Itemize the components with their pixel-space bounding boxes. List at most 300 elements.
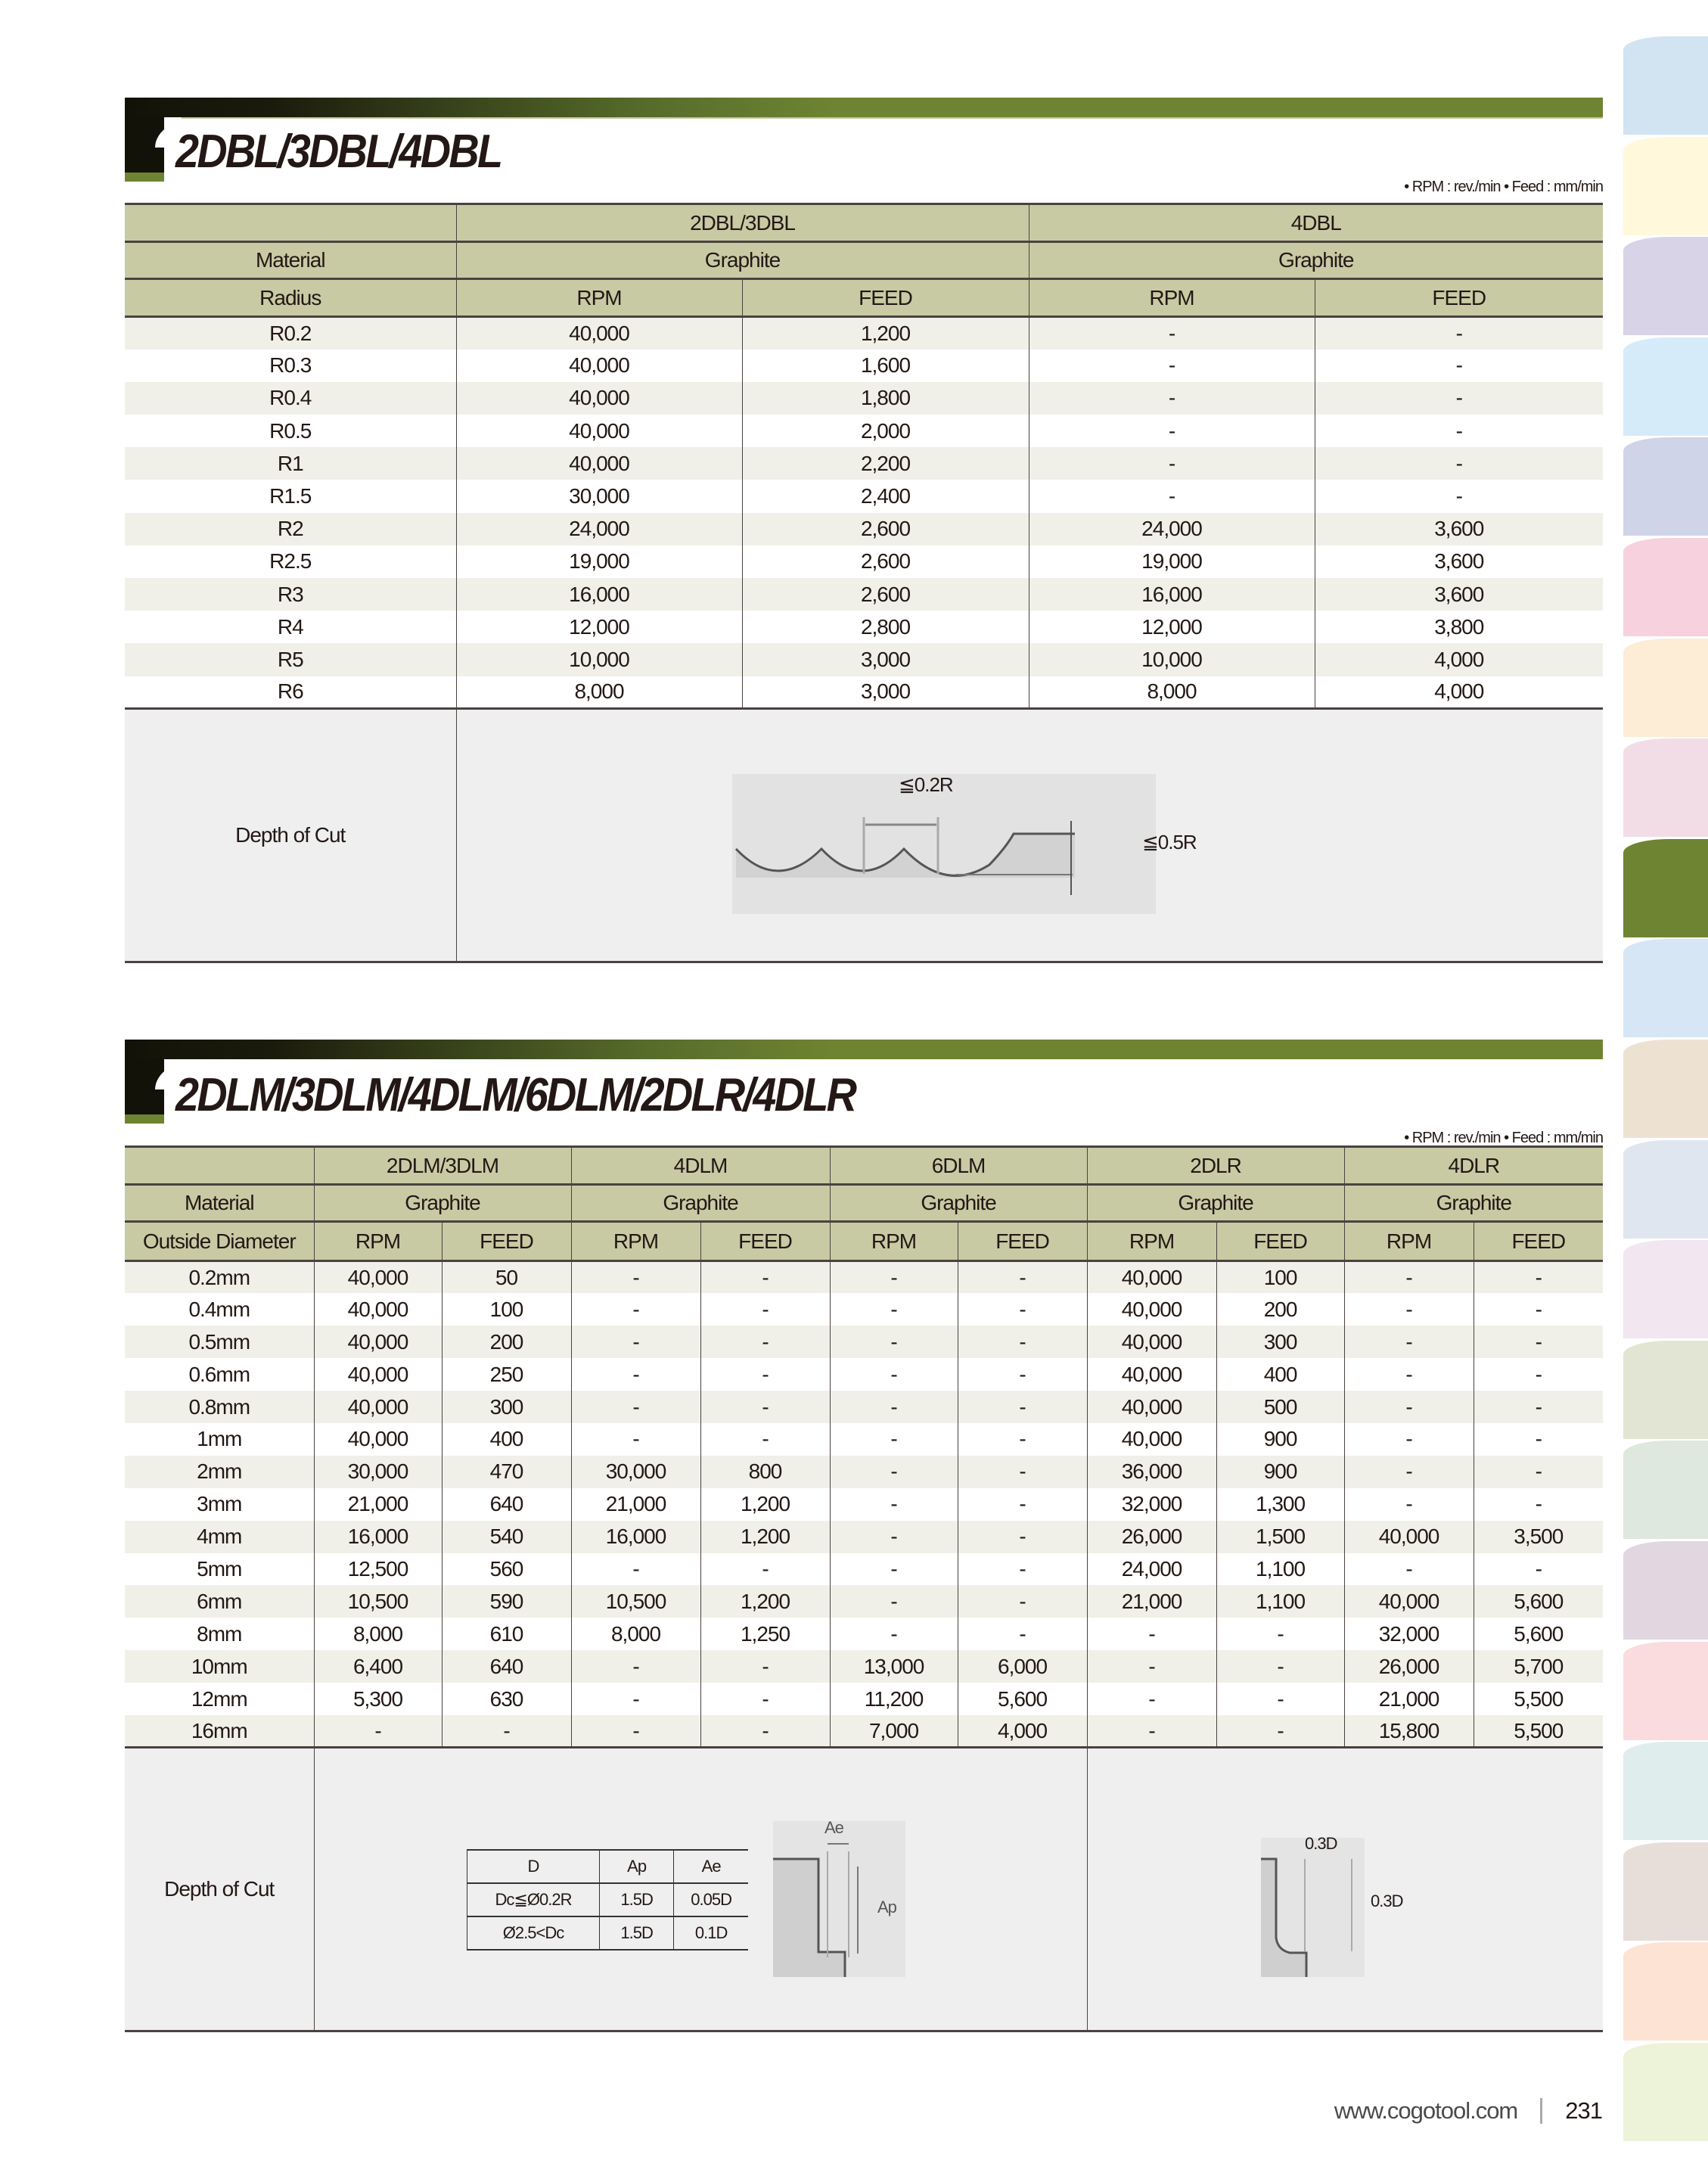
row-label: 2mm [125,1456,314,1488]
table-cell: 19,000 [456,546,742,578]
table-row [125,1683,1603,1715]
table-cell: - [1029,415,1315,447]
depth-table-cell: 1.5D [600,1916,674,1950]
table-cell: - [1029,350,1315,382]
table-row [125,1618,1603,1650]
table-cell: 6,000 [958,1650,1087,1683]
table-cell: - [1344,1553,1474,1586]
column-header: FEED [700,1222,830,1261]
row-label: R0.2 [125,317,456,350]
table-cell: 8,000 [571,1618,700,1650]
depth-table-row [467,1916,749,1950]
column-header: RPM [456,279,742,317]
depth-table-cell: Dc≦Ø0.2R [467,1883,600,1916]
table-cell: 3,600 [1315,578,1603,611]
table-cell: 2,600 [742,546,1029,578]
table-cell: - [1087,1715,1216,1748]
table-cell: 30,000 [314,1456,442,1488]
table-row [125,350,1603,382]
table-cell: - [700,1358,830,1391]
table-cell: 40,000 [314,1391,442,1423]
row-label: 8mm [125,1618,314,1650]
table-cell: 40,000 [1087,1293,1216,1326]
table-cell: - [1087,1650,1216,1683]
depth-table-header: D [467,1850,600,1883]
section1-title-block [125,117,164,182]
material-value: Graphite [314,1185,571,1222]
table-cell: 40,000 [1344,1521,1474,1553]
column-header: FEED [442,1222,571,1261]
group-header: 2DLR [1087,1147,1344,1185]
table-cell: 40,000 [456,350,742,382]
row-label: R1.5 [125,480,456,512]
table-cell: 40,000 [314,1423,442,1456]
table-cell: - [830,1261,958,1294]
table-cell: - [700,1261,830,1294]
table-row [125,1358,1603,1391]
side-tab[interactable] [1623,36,1708,135]
table-cell: - [958,1553,1087,1586]
depth-of-cut-table [467,1849,748,1951]
table-cell: - [830,1423,958,1456]
row-label: 4mm [125,1521,314,1553]
table-cell: 1,100 [1216,1553,1344,1586]
table-row [125,1650,1603,1683]
column-header: RPM [1087,1222,1216,1261]
section2-title-block [125,1058,164,1124]
table-cell: 16,000 [456,578,742,611]
side-tab[interactable] [1623,1642,1708,1740]
row-label: 0.4mm [125,1293,314,1326]
group-header: 4DLR [1344,1147,1603,1185]
table-cell: - [1344,1423,1474,1456]
column-header: RPM [571,1222,700,1261]
table-row [125,1326,1603,1358]
table-row [125,676,1603,709]
depth-table-cell: 0.05D [674,1883,748,1916]
row-label: R0.3 [125,350,456,382]
side-tab[interactable] [1623,738,1708,837]
table-cell: 24,000 [1029,513,1315,546]
depth-table-header: Ae [674,1850,748,1883]
table-row [125,1261,1603,1294]
table-cell: 3,500 [1474,1521,1603,1553]
table-cell: - [958,1358,1087,1391]
table-cell: - [1344,1391,1474,1423]
radius-profile-diagram [1261,1838,1365,1977]
row-label: R2 [125,513,456,546]
row-label: 10mm [125,1650,314,1683]
table-cell: 3,000 [742,676,1029,709]
table-cell: 2,600 [742,578,1029,611]
side-tab[interactable] [1623,237,1708,335]
table-cell: 8,000 [314,1618,442,1650]
table-cell: 40,000 [1344,1585,1474,1618]
table-cell: - [1344,1326,1474,1358]
table-cell: 10,000 [456,643,742,676]
table-cell: 1,200 [742,317,1029,350]
table-cell: - [830,1326,958,1358]
table-cell: - [958,1293,1087,1326]
table-cell: - [1216,1618,1344,1650]
table-cell: 630 [442,1683,571,1715]
table-cell: - [830,1488,958,1521]
depth-table-cell: Ø2.5<Dc [467,1916,600,1950]
column-header: RPM [1029,279,1315,317]
side-tab[interactable] [1623,1341,1708,1439]
table-cell: - [1474,1553,1603,1586]
table-cell: 40,000 [1087,1391,1216,1423]
table-cell: 800 [700,1456,830,1488]
table-cell: 5,300 [314,1683,442,1715]
table-cell: 5,600 [1474,1585,1603,1618]
side-tab[interactable] [1623,1842,1708,1941]
table-cell: - [700,1650,830,1683]
table-cell: - [571,1293,700,1326]
side-tab[interactable] [1623,2043,1708,2141]
table-cell: - [700,1553,830,1586]
row-label: 5mm [125,1553,314,1586]
section1-units-note: • RPM : rev./min • Feed : mm/min [1404,179,1603,195]
table-cell: - [571,1326,700,1358]
side-tab[interactable] [1623,538,1708,636]
table-row [125,578,1603,611]
depth-of-cut-label: Depth of Cut [125,1748,314,2031]
column-header: FEED [1474,1222,1603,1261]
table-cell: - [830,1456,958,1488]
table-cell: - [571,1553,700,1586]
table-cell: 7,000 [830,1715,958,1748]
table-cell: 40,000 [314,1358,442,1391]
table-cell: 40,000 [314,1261,442,1294]
table-cell: 5,500 [1474,1715,1603,1748]
side-tabs [1623,36,1708,2143]
table-row [125,611,1603,643]
column-header: FEED [958,1222,1087,1261]
table-cell: 640 [442,1650,571,1683]
ae-label: Ae [824,1818,843,1837]
table-cell: - [1216,1683,1344,1715]
table-cell: 40,000 [456,415,742,447]
table-cell: 32,000 [1344,1618,1474,1650]
section1-bar-edge [182,117,1603,119]
table-cell: - [442,1715,571,1748]
table-cell: - [1029,317,1315,350]
table-row [125,1521,1603,1553]
table-cell: - [1315,415,1603,447]
table-row [125,1585,1603,1618]
material-value: Graphite [830,1185,1087,1222]
table-cell: 250 [442,1358,571,1391]
table-cell: 200 [1216,1293,1344,1326]
table-cell: - [830,1618,958,1650]
depth-table-cell: 0.1D [674,1916,748,1950]
table-cell: - [1474,1456,1603,1488]
table-cell: - [830,1553,958,1586]
side-tab[interactable] [1623,1240,1708,1338]
row-label: 0.5mm [125,1326,314,1358]
group-header: 2DBL/3DBL [456,204,1029,242]
table-cell: 19,000 [1029,546,1315,578]
table-cell: 5,700 [1474,1650,1603,1683]
table-cell: - [1344,1293,1474,1326]
table-cell: - [1474,1423,1603,1456]
table-row [125,1423,1603,1456]
table-cell: - [700,1423,830,1456]
row-label: R6 [125,676,456,709]
column-header: FEED [1216,1222,1344,1261]
column-header: RPM [314,1222,442,1261]
table-cell: 40,000 [1087,1358,1216,1391]
table-cell: - [1087,1683,1216,1715]
side-tab[interactable] [1623,1040,1708,1138]
table-cell: - [958,1456,1087,1488]
table-cell: - [1315,317,1603,350]
table-cell: 16,000 [1029,578,1315,611]
section1-header-bar [125,98,1603,117]
table-cell: 900 [1216,1423,1344,1456]
material-value: Graphite [1087,1185,1344,1222]
depth-table-header: Ap [600,1850,674,1883]
table-cell: 30,000 [571,1456,700,1488]
side-tab[interactable] [1623,337,1708,436]
table-cell: 1,100 [1216,1585,1344,1618]
table-cell: 26,000 [1344,1650,1474,1683]
table-cell: - [1474,1293,1603,1326]
table-row [125,1293,1603,1326]
row-label: 16mm [125,1715,314,1748]
ap-label: Ap [877,1898,896,1916]
table-cell: 3,600 [1315,513,1603,546]
table-row [125,480,1603,512]
table-cell: 21,000 [1344,1683,1474,1715]
table-cell: 10,500 [314,1585,442,1618]
table-cell: 2,400 [742,480,1029,512]
table-cell: 590 [442,1585,571,1618]
side-tab[interactable] [1623,1541,1708,1640]
footer-divider [1540,2098,1542,2124]
side-tab[interactable] [1623,1140,1708,1239]
side-tab[interactable] [1623,1942,1708,2041]
group-header: 4DLM [571,1147,830,1185]
table-cell: - [1344,1488,1474,1521]
table-cell: - [700,1715,830,1748]
table-cell: 36,000 [1087,1456,1216,1488]
table-cell: 15,800 [1344,1715,1474,1748]
row-label: 0.8mm [125,1391,314,1423]
material-value: Graphite [456,242,1029,279]
column-header: FEED [1315,279,1603,317]
side-tab[interactable] [1623,1742,1708,1840]
row-label: 1mm [125,1423,314,1456]
table-row [125,415,1603,447]
header-blank [125,1147,314,1185]
table-cell: - [1029,382,1315,415]
table-cell: 2,000 [742,415,1029,447]
table-cell: - [1315,382,1603,415]
table-cell: 1,200 [700,1585,830,1618]
table-cell: 3,000 [742,643,1029,676]
row-label: 0.6mm [125,1358,314,1391]
row-label: R2.5 [125,546,456,578]
pitch-label: ≦0.2R [899,773,953,796]
group-header: 4DBL [1029,204,1603,242]
table-cell: - [1315,350,1603,382]
depth-label: ≦0.5R [1142,831,1197,853]
table-cell: - [958,1618,1087,1650]
table-cell: - [830,1293,958,1326]
table-cell: 610 [442,1618,571,1650]
table-cell: - [830,1358,958,1391]
table-cell: 12,000 [456,611,742,643]
table-cell: 24,000 [456,513,742,546]
table-cell: 16,000 [571,1521,700,1553]
group-header: 2DLM/3DLM [314,1147,571,1185]
table-cell: 21,000 [1087,1585,1216,1618]
table-cell: - [571,1261,700,1294]
section2-header-bar [125,1040,1603,1059]
row-label: R0.5 [125,415,456,447]
page-number: 231 [1565,2097,1602,2124]
table-cell: 32,000 [1087,1488,1216,1521]
table-cell: - [1344,1456,1474,1488]
table-cell: 6,400 [314,1650,442,1683]
table-cell: - [571,1391,700,1423]
table-cell: 100 [442,1293,571,1326]
table-row [125,1553,1603,1586]
table-cell: 640 [442,1488,571,1521]
table-cell: 2,600 [742,513,1029,546]
table-cell: 200 [442,1326,571,1358]
table-cell: 40,000 [456,317,742,350]
table-cell: - [571,1715,700,1748]
table-row [125,447,1603,480]
row-label: 6mm [125,1585,314,1618]
side-depth-label: 0.3D [1371,1891,1403,1910]
table-row [125,1488,1603,1521]
table-cell: 40,000 [1087,1423,1216,1456]
table-cell: 3,800 [1315,611,1603,643]
side-tab[interactable] [1623,1441,1708,1539]
side-tab[interactable] [1623,437,1708,536]
table-cell: - [958,1423,1087,1456]
table-cell: 16,000 [314,1521,442,1553]
table-row [125,643,1603,676]
section1-title: 2DBL/3DBL/4DBL [175,126,502,178]
table-cell: 3,600 [1315,546,1603,578]
table-cell: 40,000 [456,447,742,480]
table-cell: 12,000 [1029,611,1315,643]
depth-table-cell: 1.5D [600,1883,674,1916]
table-cell: 100 [1216,1261,1344,1294]
table-row [125,317,1603,350]
table-cell: 50 [442,1261,571,1294]
table-cell: 1,500 [1216,1521,1344,1553]
material-value: Graphite [1029,242,1603,279]
material-label: Material [125,242,456,279]
row-label: 3mm [125,1488,314,1521]
table-cell: - [1344,1358,1474,1391]
table-cell: - [830,1521,958,1553]
table-cell: 10,500 [571,1585,700,1618]
table-cell: 8,000 [456,676,742,709]
table-cell: - [571,1683,700,1715]
table-cell: 470 [442,1456,571,1488]
header-blank [125,204,456,242]
row-label: 0.2mm [125,1261,314,1294]
table-cell: - [830,1391,958,1423]
row-label: R4 [125,611,456,643]
table-cell: - [700,1683,830,1715]
table-cell: 12,500 [314,1553,442,1586]
row-label: R3 [125,578,456,611]
table-row [125,546,1603,578]
table-cell: - [700,1293,830,1326]
radius-depth-of-cut-diagram [732,768,1186,919]
table-cell: 40,000 [314,1326,442,1358]
table-row [125,1391,1603,1423]
table-cell: - [830,1585,958,1618]
table-cell: - [958,1521,1087,1553]
column-header: Radius [125,279,456,317]
row-label: R1 [125,447,456,480]
table-cell: 540 [442,1521,571,1553]
table-cell: 1,250 [700,1618,830,1650]
table-cell: 300 [442,1391,571,1423]
table-cell: - [1474,1326,1603,1358]
column-header: Outside Diameter [125,1222,314,1261]
table-cell: - [314,1715,442,1748]
top-width-label: 0.3D [1305,1834,1337,1853]
depth-table-row [467,1883,749,1916]
table-cell: 11,200 [830,1683,958,1715]
side-tab[interactable] [1623,939,1708,1037]
table-cell: - [571,1358,700,1391]
table-cell: 40,000 [1087,1326,1216,1358]
table-cell: 21,000 [571,1488,700,1521]
table-cell: - [571,1650,700,1683]
table-cell: 13,000 [830,1650,958,1683]
side-tab[interactable] [1623,639,1708,737]
group-header: 6DLM [830,1147,1087,1185]
table-cell: 10,000 [1029,643,1315,676]
table-cell: 4,000 [1315,643,1603,676]
row-label: 12mm [125,1683,314,1715]
section2-title: 2DLM/3DLM/4DLM/6DLM/2DLR/4DLR [175,1069,856,1121]
table-cell: 5,600 [958,1683,1087,1715]
side-tab-active[interactable] [1623,839,1708,937]
table-cell: - [1474,1488,1603,1521]
table-cell: - [958,1488,1087,1521]
table-cell: - [571,1423,700,1456]
table-row [125,1456,1603,1488]
table-cell: - [1029,447,1315,480]
table-cell: - [1474,1358,1603,1391]
table-cell: 500 [1216,1391,1344,1423]
footer-url[interactable]: www.cogotool.com [1334,2097,1518,2124]
table-cell: 5,500 [1474,1683,1603,1715]
material-label: Material [125,1185,314,1222]
column-header: FEED [742,279,1029,317]
table-cell: - [958,1326,1087,1358]
table-cell: 26,000 [1087,1521,1216,1553]
table-cell: - [700,1391,830,1423]
row-label: R5 [125,643,456,676]
table-cell: 40,000 [456,382,742,415]
table-cell: - [958,1585,1087,1618]
side-tab[interactable] [1623,137,1708,235]
table-row [125,1715,1603,1748]
